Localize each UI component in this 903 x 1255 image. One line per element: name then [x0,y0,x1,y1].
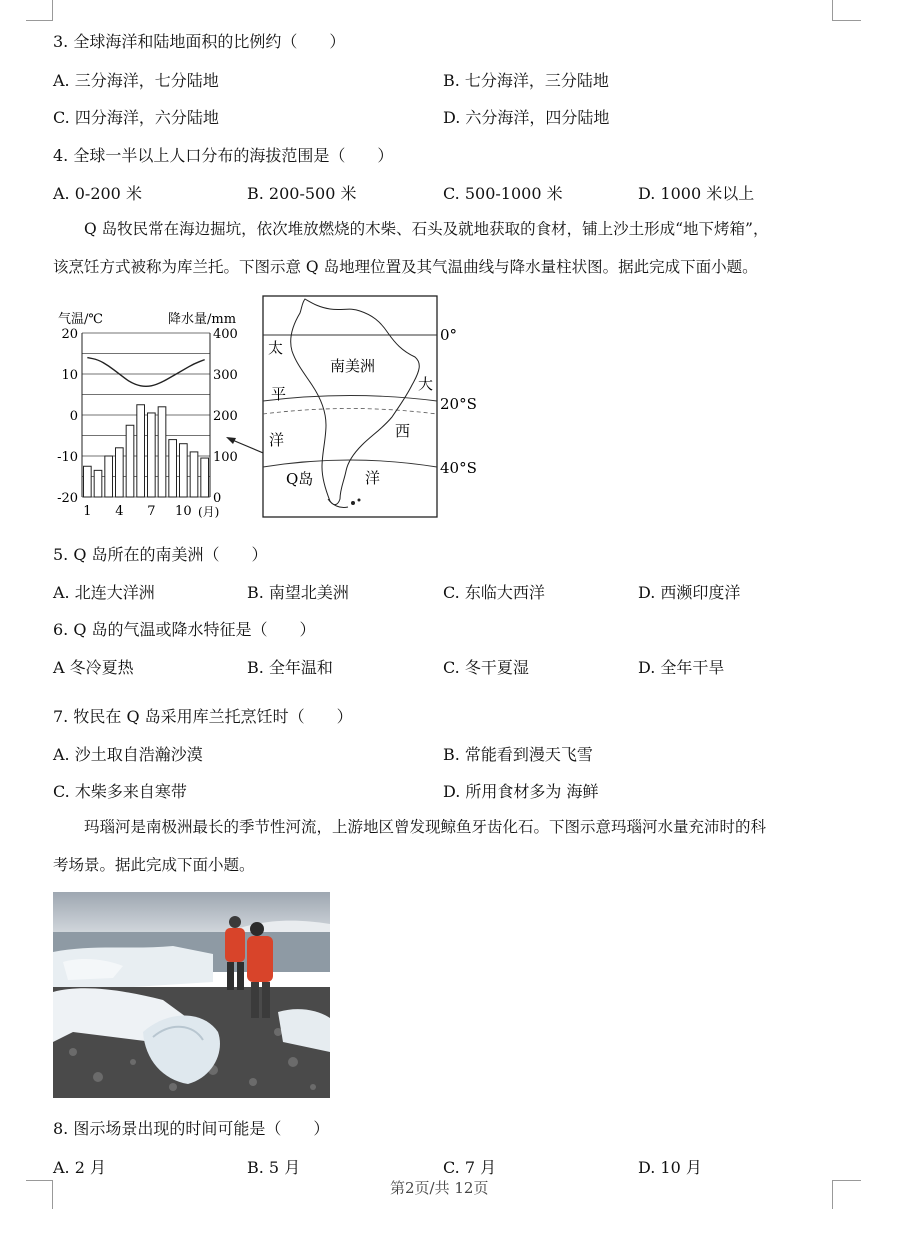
question-8-option-c: C. 7 月 [443,1158,497,1177]
precipitation-bar [116,448,124,497]
latitude-20s-label: 20°S [440,395,477,413]
crop-mark-bottom-right [832,1180,861,1209]
precipitation-bar [169,440,177,497]
continent-label: 南美洲 [330,357,376,375]
x-axis-ticks [83,504,191,519]
atlantic-char-3: 洋 [365,469,381,487]
right-tick-label: 400 [213,327,238,342]
question-6-option-b: B. 全年温和 [247,658,333,677]
question-8-option-d: D. 10 月 [638,1158,702,1177]
passage-1 [53,210,843,286]
question-3-option-b: B. 七分海洋，三分陆地 [443,71,609,90]
precipitation-bar [201,458,209,497]
right-axis-title: 降水量/mm [168,312,237,327]
question-4-option-d: D. 1000 米以上 [638,184,755,203]
precipitation-bar [84,466,92,497]
question-7-stem: 7. 牧民在 Q 岛采用库兰托烹饪时（ ） [53,707,353,726]
question-7-option-d: D. 所用食材多为 海鲜 [443,782,599,801]
page-number: 第2页/共 12页 [390,1179,489,1197]
right-tick-label: 100 [213,450,238,465]
pacific-char-3: 洋 [269,431,285,449]
question-3-option-a: A. 三分海洋，七分陆地 [53,71,219,90]
x-tick-label: 4 [115,504,124,519]
precipitation-bar [158,407,166,497]
question-7-option-c: C. 木柴多来自寒带 [53,782,187,801]
left-tick-label: 20 [61,327,78,342]
atlantic-char-1: 大 [418,375,434,393]
left-tick-label: -10 [57,450,78,465]
precipitation-bars [84,405,209,497]
passage-1-line-2: 该烹饪方式被称为库兰托。下图示意 Q 岛地理位置及其气温曲线与降水量柱状图。据此完成下面小题。 [53,258,758,276]
precipitation-bar [190,452,198,497]
question-8-option-a: A. 2 月 [53,1158,106,1177]
crop-mark-bottom-left [26,1180,53,1209]
question-5-option-a: A. 北连大洋洲 [53,583,155,602]
left-axis-ticks [57,327,78,506]
question-3-option-c: C. 四分海洋，六分陆地 [53,108,219,127]
question-8-stem: 8. 图示场景出现的时间可能是（ ） [53,1119,330,1138]
climate-and-map-figure [50,293,477,528]
question-4-option-b: B. 200-500 米 [247,184,357,203]
passage-1-line-1: Q 岛牧民常在海边掘坑，依次堆放燃烧的木柴、石头及就地获取的食材，铺上沙土形成“地下烤箱”， [84,220,769,238]
right-tick-label: 300 [213,368,238,383]
atlantic-char-2: 西 [395,422,411,440]
question-4-option-a: A. 0-200 米 [53,184,142,203]
precipitation-bar [137,405,145,497]
question-7-option-a: A. 沙土取自浩瀚沙漠 [53,745,203,764]
question-5-option-d: D. 西濒印度洋 [638,583,741,602]
pacific-char-2: 平 [271,385,287,403]
antarctic-research-photo [53,892,330,1098]
temperature-curve [87,358,204,387]
x-tick-label: 1 [83,504,92,519]
question-5-stem: 5. Q 岛所在的南美洲（ ） [53,545,268,564]
x-tick-label: 7 [147,504,156,519]
question-8-option-b: B. 5 月 [247,1158,301,1177]
question-6-stem: 6. Q 岛的气温或降水特征是（ ） [53,620,316,639]
precipitation-bar [180,444,188,497]
precipitation-bar [105,456,113,497]
left-axis-title: 气温/℃ [58,312,103,327]
right-tick-label: 0 [213,491,222,506]
passage-2-line-1: 玛瑙河是南极洲最长的季节性河流，上游地区曾发现鲸鱼牙齿化石。下图示意玛瑙河水量充沛时的科 [84,818,767,836]
question-3-option-d: D. 六分海洋，四分陆地 [443,108,610,127]
passage-2-line-2: 考场景。据此完成下面小题。 [53,856,255,874]
crop-mark-top-right [832,0,861,21]
precipitation-bar [94,470,102,497]
right-axis-ticks [213,327,238,506]
x-axis-unit: (月) [198,505,220,519]
question-5-option-c: C. 东临大西洋 [443,583,545,602]
question-3-stem: 3. 全球海洋和陆地面积的比例约（ ） [53,32,346,51]
left-tick-label: 10 [61,368,78,383]
latitude-0-label: 0° [440,326,458,344]
question-7-option-b: B. 常能看到漫天飞雪 [443,745,593,764]
question-6-option-d: D. 全年干旱 [638,658,725,677]
question-6-option-c: C. 冬干夏湿 [443,658,529,677]
precipitation-bar [148,413,156,497]
x-tick-label: 10 [175,504,192,519]
left-tick-label: -20 [57,491,78,506]
crop-mark-top-left [26,0,53,21]
right-tick-label: 200 [213,409,238,424]
passage-2 [53,808,843,884]
question-6-option-a: A 冬冷夏热 [53,658,134,677]
question-4-stem: 4. 全球一半以上人口分布的海拔范围是（ ） [53,146,394,165]
latitude-40s-label: 40°S [440,459,477,477]
south-america-map [263,296,477,517]
question-4-option-c: C. 500-1000 米 [443,184,563,203]
pacific-char-1: 太 [268,339,284,357]
precipitation-bar [126,425,134,497]
question-5-option-b: B. 南望北美洲 [247,583,349,602]
island-label: Q岛 [286,470,314,488]
left-tick-label: 0 [69,409,78,424]
climate-chart [57,311,238,519]
